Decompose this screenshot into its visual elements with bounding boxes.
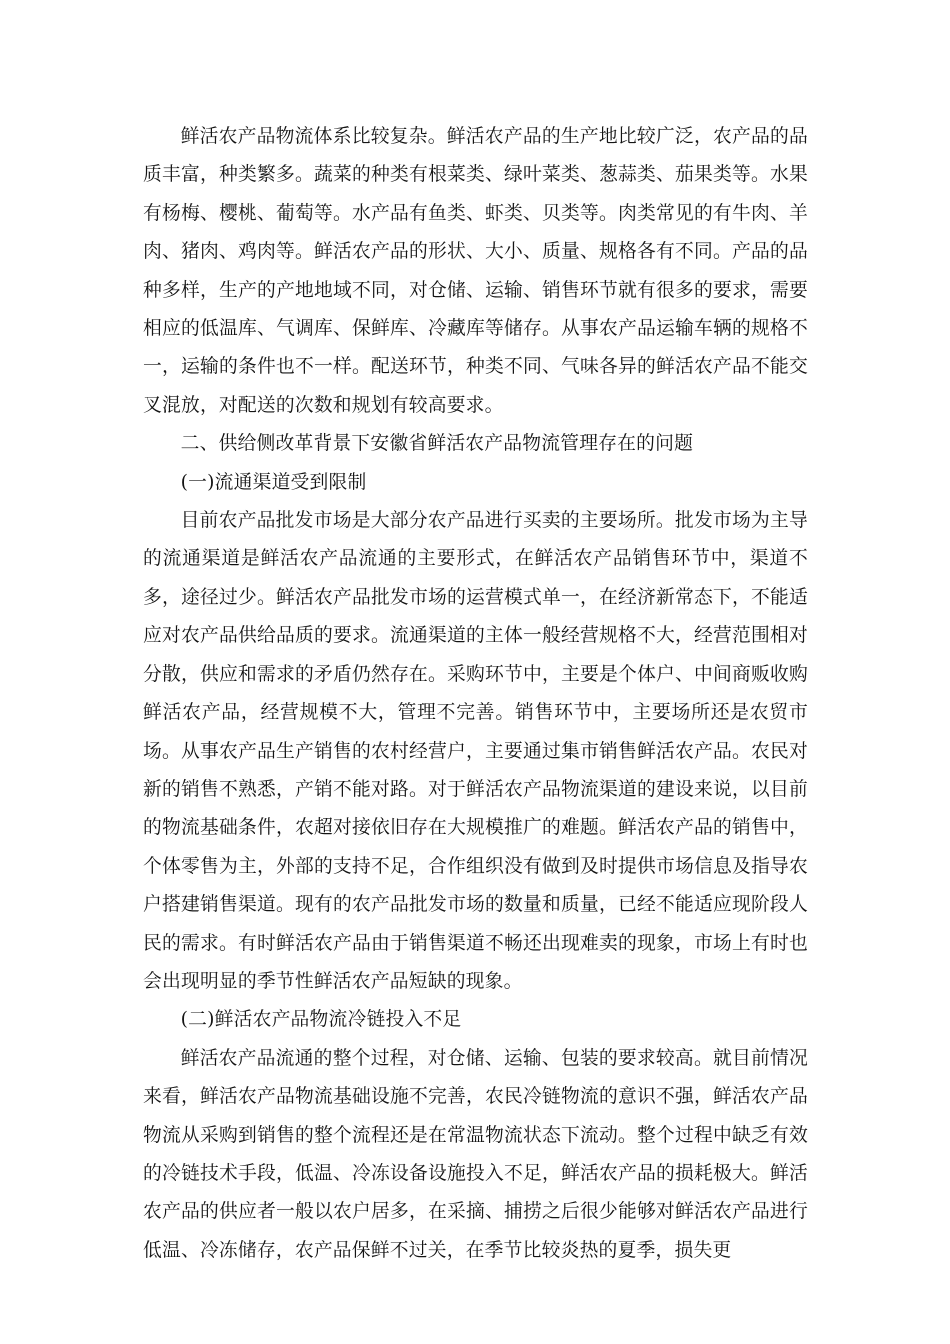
section-heading-problems: 二、供给侧改革背景下安徽省鲜活农产品物流管理存在的问题: [180, 433, 694, 455]
paragraph-logistics-complexity: 鲜活农产品物流体系比较复杂。鲜活农产品的生产地比较广泛，农产品的品质丰富，种类繁多。蔬菜的种类有根菜类、绿叶菜类、葱蒜类、茄果类等。水果有杨梅、樱桃、葡萄等。水产品有鱼类、虾类、贝类等。肉类常见的有牛肉、羊肉、猪肉、鸡肉等。鲜活农产品的形状、大小、质量、规格各有不同。产品的品种多样，生产的产地地域不同，对仓储、运输、销售环节就有很多的要求，需要相应的低温库、气调库、保鲜库、冷藏库等储存。从事农产品运输车辆的规格不一，运输的条件也不一样。配送环节，种类不同、气味各异的鲜活农产品不能交叉混放，对配送的次数和规划有较高要求。: [143, 126, 808, 416]
paragraph-circulation-channels: 目前农产品批发市场是大部分农产品进行买卖的主要场所。批发市场为主导的流通渠道是鲜活农产品流通的主要形式，在鲜活农产品销售环节中，渠道不多，途径过少。鲜活农产品批发市场的运营模式单一，在经济新常态下，不能适应对农产品供给品质的要求。流通渠道的主体一般经营规格不大，经营范围相对分散，供应和需求的矛盾仍然存在。采购环节中，主要是个体户、中间商贩收购鲜活农产品，经营规模不大，管理不完善。销售环节中，主要场所还是农贸市场。从事农产品生产销售的农村经营户，主要通过集市销售鲜活农产品。农民对新的销售不熟悉，产销不能对路。对于鲜活农产品物流渠道的建设来说，以目前的物流基础条件，农超对接依旧存在大规模推广的难题。鲜活农产品的销售中，个体零售为主，外部的支持不足，合作组织没有做到及时提供市场信息及指导农户搭建销售渠道。现有的农产品批发市场的数量和质量，已经不能适应现阶段人民的需求。有时鲜活农产品由于销售渠道不畅还出现难卖的现象，市场上有时也会出现明显的季节性鲜活农产品短缺的现象。: [143, 510, 808, 992]
document-body: [143, 118, 808, 1270]
subsection-heading-channels: (一)流通渠道受到限制: [180, 471, 367, 493]
subsection-heading-cold-chain: (二)鲜活农产品物流冷链投入不足: [180, 1009, 462, 1031]
paragraph-cold-chain: 鲜活农产品流通的整个过程，对仓储、运输、包装的要求较高。就目前情况来看，鲜活农产品物流基础设施不完善，农民冷链物流的意识不强，鲜活农产品物流从采购到销售的整个流程还是在常温物流状态下流动。整个过程中缺乏有效的冷链技术手段，低温、冷冻设备设施投入不足，鲜活农产品的损耗极大。鲜活农产品的供应者一般以农户居多，在采摘、捕捞之后很少能够对鲜活农产品进行低温、冷冻储存，农产品保鲜不过关，在季节比较炎热的夏季，损失更: [143, 1047, 808, 1261]
